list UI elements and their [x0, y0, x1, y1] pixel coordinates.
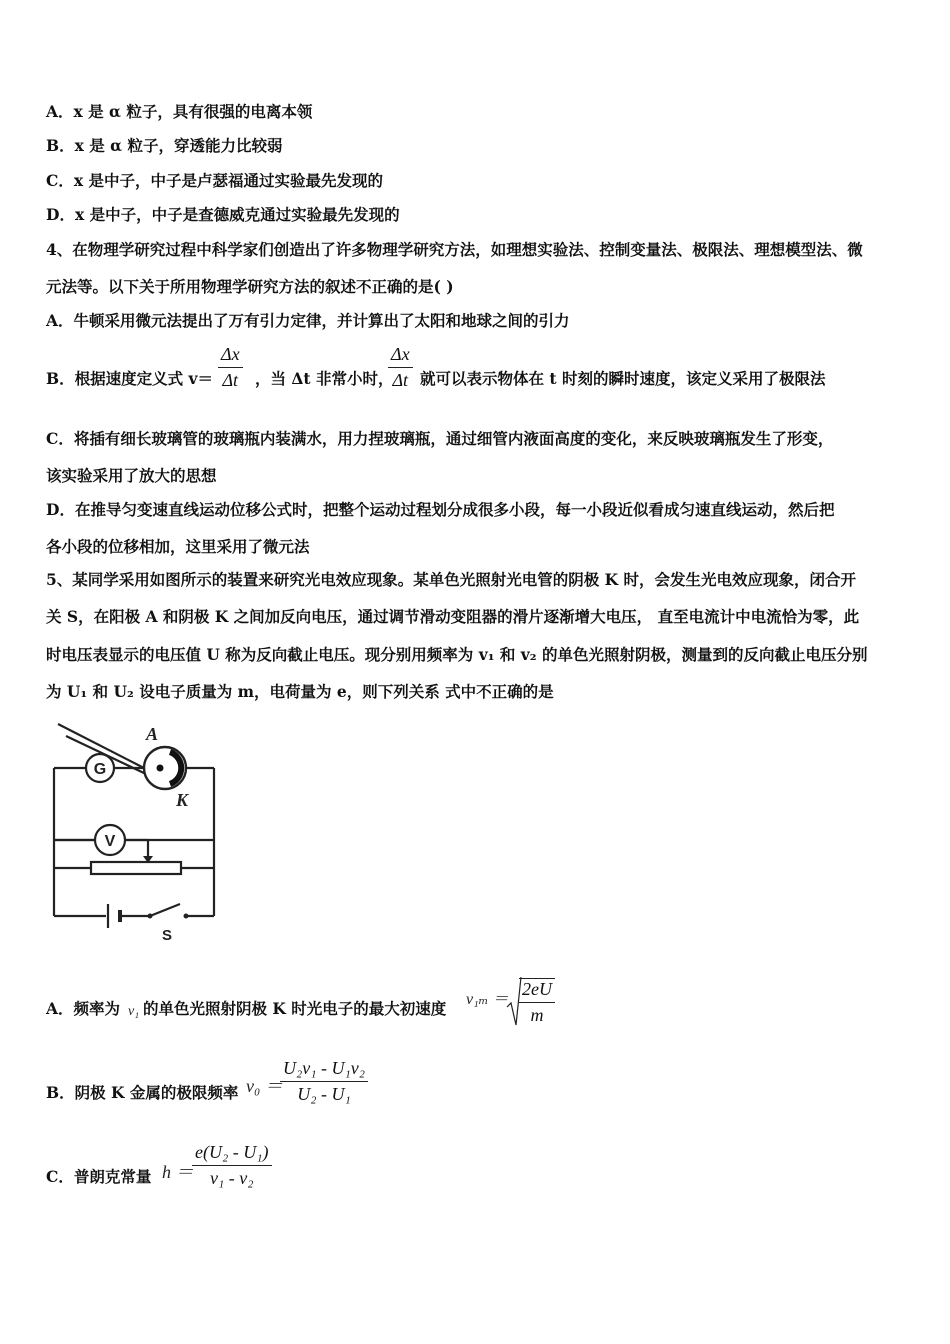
fraction-denominator: m: [530, 1005, 544, 1025]
voltmeter-label: V: [104, 833, 116, 850]
q4-option-c-line1: C．将插有细长玻璃管的玻璃瓶内装满水，用力捏玻璃瓶，通过细管内液面高度的变化，来反映玻璃瓶发生了形变，: [46, 429, 834, 448]
q4-option-b-part3: 就可以表示物体在 t 时刻的瞬时速度，该定义采用了极限法: [420, 369, 826, 388]
q4-option-d-line2: 各小段的位移相加，这里采用了微元法: [46, 537, 310, 556]
q4-option-c-line2: 该实验采用了放大的思想: [46, 466, 217, 485]
q4-stem-line1: 4、在物理学研究过程中科学家们创造出了许多物理学研究方法，如理想实验法、控制变量法、极限法、理想模型法、微: [46, 240, 863, 259]
q5-option-b-fraction: [280, 1058, 368, 1105]
q3-option-d: D．x 是中子，中子是查德威克通过实验最先发现的: [46, 205, 400, 224]
q3-option-c: C．x 是中子，中子是卢瑟福通过实验最先发现的: [46, 171, 383, 190]
q5-option-c-label: C．普朗克常量: [46, 1167, 152, 1186]
q5-option-a-fraction: [519, 978, 555, 1026]
photoelectric-circuit-diagram: [46, 718, 226, 943]
q5-option-a-mid: 的单色光照射阴极 K 时光电子的最大初速度: [143, 999, 447, 1018]
q4-option-a: A．牛顿采用微元法提出了万有引力定律，并计算出了太阳和地球之间的引力: [46, 311, 570, 330]
q5-stem-line2: 关 S，在阳极 A 和阴极 K 之间加反向电压，通过调节滑动变阻器的滑片逐渐增大电压， 直至电流计中电流恰为零，此: [46, 607, 860, 626]
fraction-numerator: Δx: [391, 344, 410, 364]
q5-option-a-lhs: v₁ₘ ＝: [466, 991, 509, 1008]
q5-option-c-fraction: [192, 1142, 272, 1189]
rheostat: [91, 862, 181, 874]
fraction-numerator: Δx: [221, 344, 240, 364]
q5-option-c-lhs: h ＝: [162, 1162, 194, 1182]
q5-stem-line3: 时电压表显示的电压值 U 称为反向截止电压。现分别用频率为 v₁ 和 v₂ 的单色光照射阴极，测量到的反向截止电压分别: [46, 645, 868, 664]
galvanometer-label: G: [93, 761, 107, 778]
q5-stem-line1: 5、某同学采用如图所示的装置来研究光电效应现象。某单色光照射光电管的阴极 K 时，会发生光电效应现象，闭合开: [46, 570, 857, 589]
q5-option-b-label: B．阴极 K 金属的极限频率: [46, 1083, 239, 1102]
fraction-denominator: v₁ - v₂: [210, 1168, 254, 1188]
fraction-denominator: Δt: [222, 370, 239, 390]
fraction-numerator: U₂v₁ - U₁v₂: [283, 1058, 366, 1078]
q4-option-d-line1: D．在推导匀变速直线运动位移公式时，把整个运动过程划分成很多小段，每一小段近似看成匀速直线运动，然后把: [46, 500, 835, 519]
q3-option-b: B．x 是 α 粒子，穿透能力比较弱: [46, 136, 283, 155]
fraction-denominator: Δt: [392, 370, 409, 390]
q5-stem-line4: 为 U₁ 和 U₂ 设电子质量为 m，电荷量为 e，则下列关系 式中不正确的是: [46, 682, 554, 701]
q4-option-b-part2: ，当 Δt 非常小时，: [255, 369, 394, 388]
fraction-numerator: e(U₂ - U₁): [195, 1142, 269, 1162]
velocity-fraction-2: [388, 344, 413, 391]
q5-option-b-lhs: v₀ ＝: [246, 1076, 283, 1096]
q4-stem-line2: 元法等。以下关于所用物理学研究方法的叙述不正确的是( ): [46, 277, 454, 296]
q5-option-a-label: A．频率为: [46, 999, 121, 1018]
q4-option-b-part1: B．根据速度定义式 v＝: [46, 369, 214, 388]
q3-option-a: A．x 是 α 粒子，具有很强的电离本领: [46, 102, 313, 121]
fraction-denominator: U₂ - U₁: [297, 1084, 351, 1104]
q5-option-a-var: v₁: [128, 1004, 140, 1019]
fraction-numerator: 2eU: [522, 979, 552, 999]
switch-label: S: [162, 927, 173, 943]
cathode-label: K: [176, 790, 189, 810]
velocity-fraction-1: [218, 344, 243, 391]
anode-label: A: [146, 724, 159, 744]
